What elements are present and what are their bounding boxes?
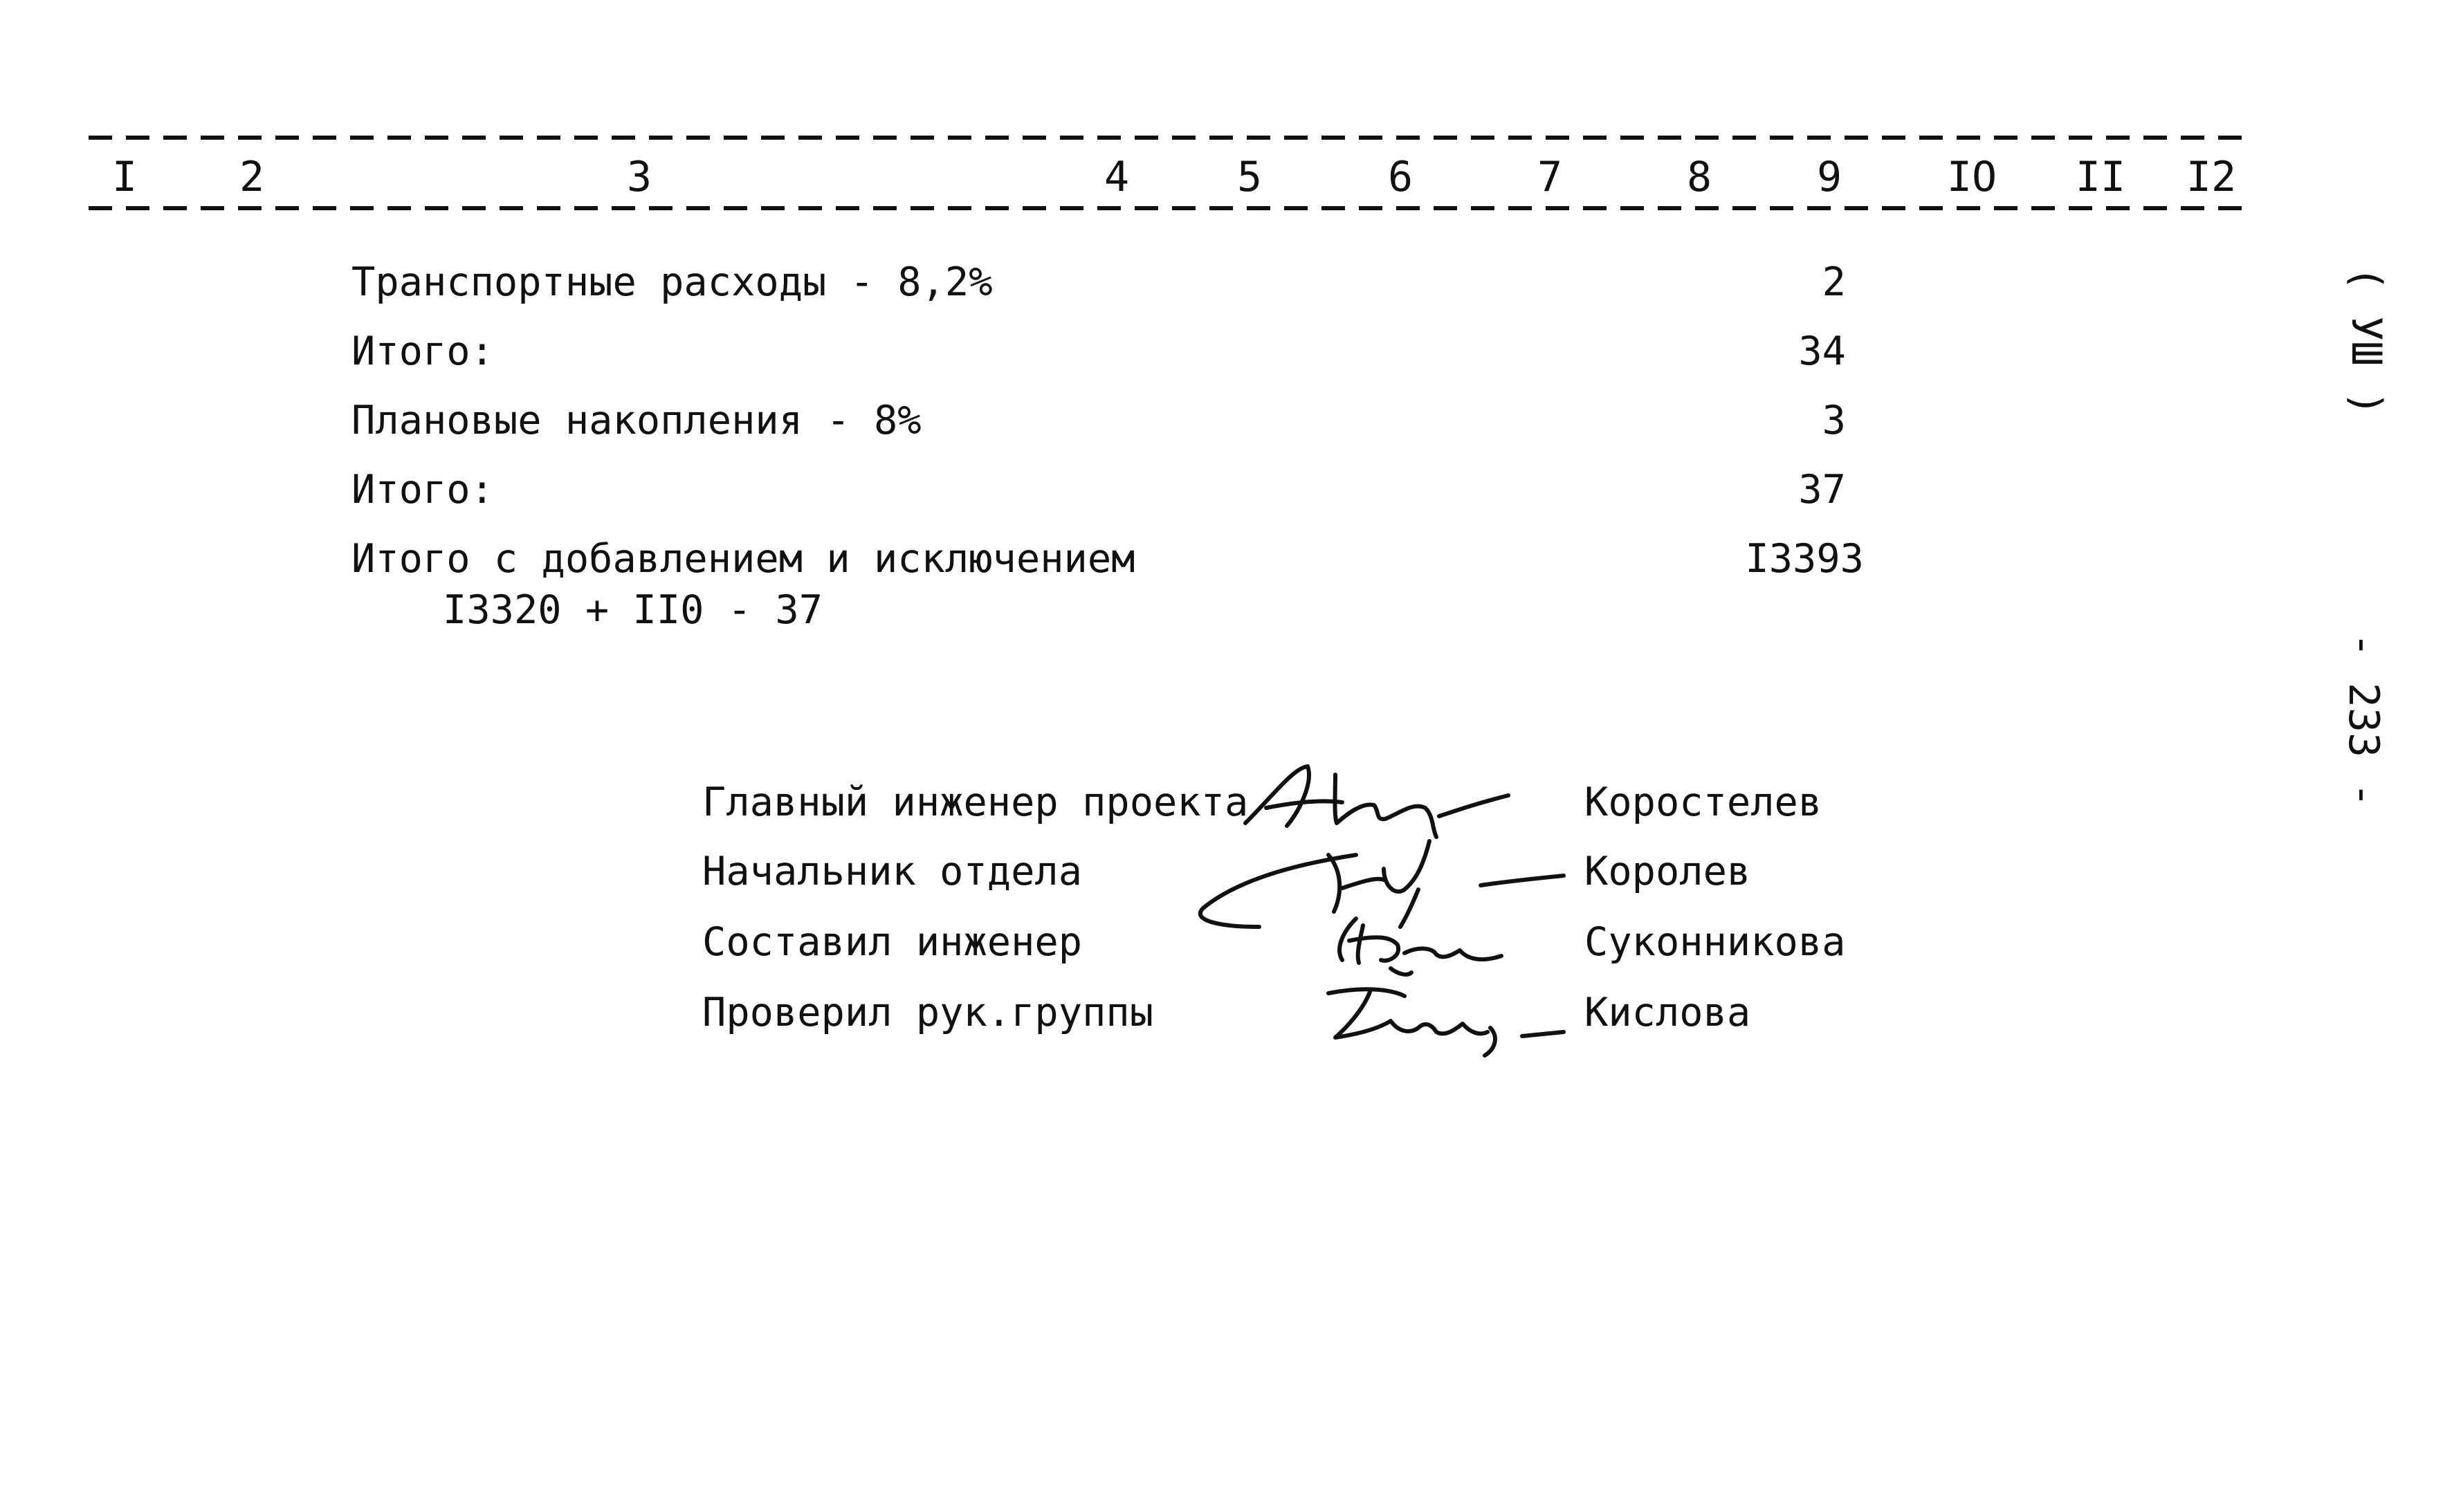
row-label-planned-savings: Плановые накопления - 8% <box>351 398 922 443</box>
signature-role-checked-by: Проверил рук.группы <box>702 990 1154 1035</box>
signature-role-department-head: Начальник отдела <box>702 849 1083 894</box>
margin-page-number: - 233 - <box>2339 632 2388 808</box>
row-value-grand-total: I3393 <box>1745 536 1864 582</box>
row-sublabel-grand-total-formula: I3320 + II0 - 37 <box>443 587 823 633</box>
row-value-planned-savings: 3 <box>1822 398 1846 443</box>
signature-name-korolev: Королев <box>1584 849 1751 894</box>
signature-role-chief-engineer: Главный инженер проекта <box>702 780 1249 825</box>
row-label-subtotal-1: Итого: <box>351 329 494 374</box>
column-number-9: 9 <box>1816 153 1842 201</box>
row-label-subtotal-2: Итого: <box>351 467 494 513</box>
row-value-transport: 2 <box>1822 259 1846 305</box>
column-number-1: I <box>111 153 138 201</box>
handwritten-signature-compiled-by <box>1315 905 1522 981</box>
column-number-11: II <box>2075 153 2126 201</box>
column-number-8: 8 <box>1686 153 1712 201</box>
column-number-3: 3 <box>626 153 652 201</box>
column-number-10: IO <box>1946 153 1997 201</box>
header-bottom-rule <box>89 206 2254 210</box>
margin-section-mark: ( УШ ) <box>2342 266 2390 416</box>
signature-name-korostelev: Коростелев <box>1584 780 1822 825</box>
row-label-grand-total: Итого с добавлением и исключением <box>351 536 1135 582</box>
column-number-7: 7 <box>1537 153 1563 201</box>
handwritten-signature-checked-by <box>1315 979 1591 1062</box>
row-value-subtotal-2: 37 <box>1798 467 1846 513</box>
column-number-2: 2 <box>239 153 265 201</box>
column-number-6: 6 <box>1387 153 1413 201</box>
signature-name-kislova: Кислова <box>1584 990 1751 1035</box>
column-number-4: 4 <box>1104 153 1130 201</box>
column-number-12: I2 <box>2186 153 2237 201</box>
signature-role-compiled-by: Составил инженер <box>702 919 1083 965</box>
column-number-5: 5 <box>1236 153 1263 201</box>
row-label-transport: Транспортные расходы - 8,2% <box>351 259 993 305</box>
row-value-subtotal-1: 34 <box>1798 329 1846 374</box>
header-top-rule <box>89 136 2254 140</box>
signature-name-sukonnikova: Суконникова <box>1584 919 1846 965</box>
